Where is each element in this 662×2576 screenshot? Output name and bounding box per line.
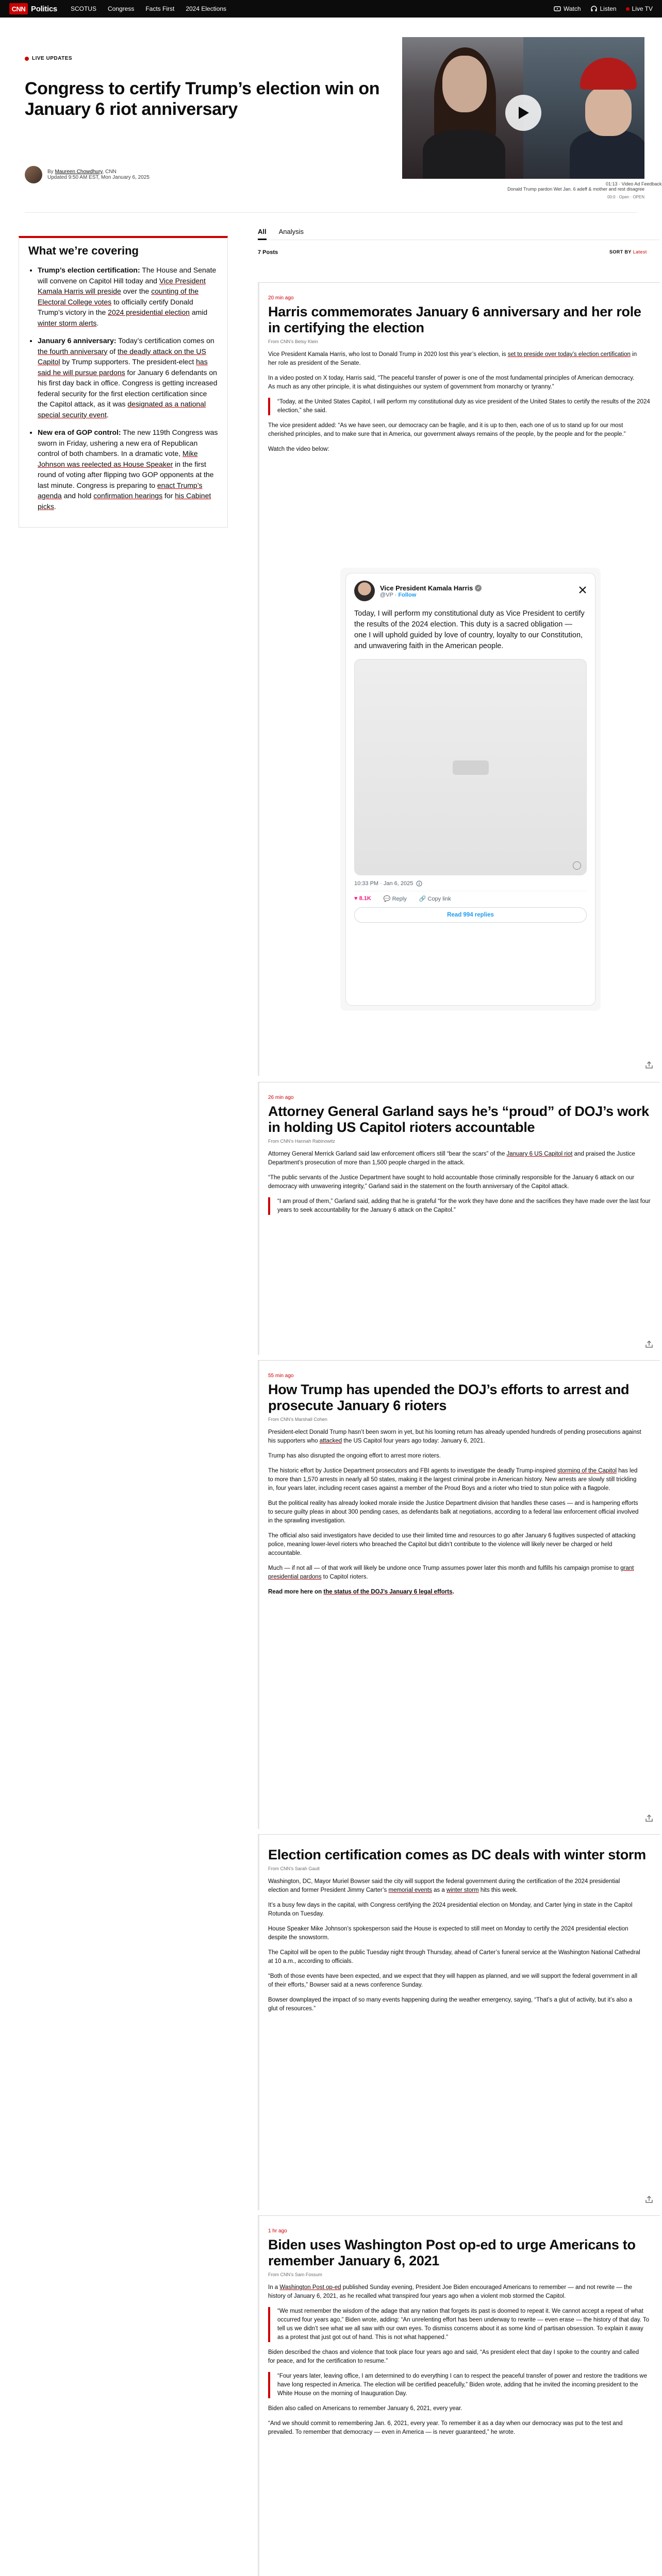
- verified-badge-icon: ✓: [475, 585, 482, 591]
- covering-item-text: by Trump supporters. The president-elect: [60, 358, 196, 366]
- post-paragraph-text: Bowser downplayed the impact of so many events happening during the weather emergency, saying, “That’s a glut of activity, but it’s also a glut of resources.”: [268, 1997, 633, 2012]
- post-paragraph-text: The vice president added: “As we have seen, our democracy can be fragile, and it is up to then, each one of us to stand up for our most cherished principles, and to make sure that in America, our government always remains of the people, by the people and for the people.”: [268, 422, 626, 437]
- tweet-avatar[interactable]: [354, 581, 375, 601]
- post-paragraph-text: Much — if not all — of that work will likely be undone once Trump assumes power later this month and fulfills his campaign promise to: [268, 1565, 621, 1571]
- covering-item-text: .: [96, 318, 99, 327]
- covering-item-link[interactable]: his Cabinet picks: [38, 492, 211, 511]
- post-paragraph: [268, 1996, 642, 2013]
- post-title: Election certification comes as DC deals with winter storm: [268, 1847, 646, 1862]
- post-timestamp: 1 hr ago: [268, 2228, 287, 2234]
- post-paragraph-text: “We must remember the wisdom of the adage that any nation that forgets its past is doomed to repeat it. We cannot accept a repeat of what occurred four years ago,” Biden wrote, adding: “An unrelenting effort has been underway to rewrite — even erase — the history of that day. To tell us we didn’t see what we all saw with our own eyes. To dismiss concerns about it as some kind of partisan obsession. To explain it away as a protest that just got out of hand. This is not what happened.”: [277, 2308, 650, 2341]
- post-paragraph: [268, 1588, 642, 1597]
- post-paragraph-text: In a video posted on X today, Harris said, “The peaceful transfer of power is one of the most fundamental principles of American democracy. As much as any other principle, it is what distinguishes our system of government from monarchy or tyranny.”: [268, 375, 635, 390]
- post-paragraph-text: in her role as president of the Senate.: [268, 351, 637, 366]
- post-paragraph-text: House Speaker Mike Johnson’s spokesperson said the House is expected to still meet on Monday to certify the 2024 presidential election despite the snowstorm.: [268, 1926, 628, 1941]
- like-count: 8.1K: [359, 895, 371, 902]
- post-title: Biden uses Washington Post op-ed to urge Americans to remember January 6, 2021: [268, 2237, 636, 2268]
- post-paragraph-text: Read more here on: [268, 1589, 324, 1595]
- post-paragraph-text: “Both of those events have been expected, and we expect that they will happen as planned, and we will support the federal government in all of their efforts,” Bowser said at a news conference Sunday.: [268, 1973, 638, 1988]
- post-paragraph-text: It’s a busy few days in the capital, with Congress certifying the 2024 presidential election on Monday, and Carter lying in state in the Capitol Rotunda on Tuesday.: [268, 1902, 633, 1917]
- post-paragraph-text: Vice President Kamala Harris, who lost to Donald Trump in 2020 lost this year’s election, is: [268, 351, 508, 358]
- post-paragraph-text: and praised the Justice Department’s prosecution of more than 1,500 people charged in the attack.: [268, 1151, 635, 1166]
- x-logo-icon[interactable]: [578, 585, 587, 597]
- sort-label: SORT BY: [609, 249, 632, 255]
- post-timestamp: 55 min ago: [268, 1373, 294, 1379]
- post-quote-text: [277, 1197, 651, 1215]
- covering-item-link[interactable]: the deadly attack on the US Capitol: [38, 347, 206, 366]
- covering-item-text: .: [106, 410, 109, 419]
- post-paragraph-link[interactable]: Washington Post op-ed: [279, 2284, 341, 2291]
- post-paragraph: [268, 1972, 642, 1990]
- sort-dropdown[interactable]: [609, 249, 647, 255]
- live-tv-label: Live TV: [632, 5, 653, 12]
- posts-count: 7 Posts: [258, 249, 278, 256]
- hero-video[interactable]: [402, 37, 644, 179]
- post-source: From CNN’s Marshall Cohen: [268, 1417, 327, 1422]
- covering-item-link[interactable]: the fourth anniversary: [38, 347, 108, 355]
- post-paragraph: [268, 1948, 642, 1966]
- covering-item-link[interactable]: enact Trump’s agenda: [38, 481, 203, 500]
- listen-icon: [590, 5, 598, 12]
- post-paragraph: [268, 2419, 642, 2437]
- live-post: [258, 1360, 660, 1829]
- read-replies-button[interactable]: Read 994 replies: [354, 907, 587, 923]
- covering-item-text: amid: [189, 308, 208, 316]
- covering-item-link[interactable]: Mike Johnson was reelected as House Speaker: [38, 449, 198, 468]
- post-paragraph: [268, 350, 642, 368]
- copy-link-button[interactable]: [419, 895, 451, 902]
- nav-link-2024-elections[interactable]: 2024 Elections: [186, 5, 227, 12]
- covering-item-text: The House and Senate will convene on Capitol Hill today and: [38, 266, 217, 285]
- covering-item-link[interactable]: designated as a national special security event: [38, 400, 206, 419]
- top-navigation: [0, 0, 662, 18]
- nav-right: [554, 5, 653, 12]
- covering-item-text: The new 119th Congress was sworn in Friday, ushering a new era of Republican control of both chambers. In a dramatic vote,: [38, 428, 218, 457]
- live-tv-link[interactable]: [626, 5, 653, 12]
- watch-icon: [554, 5, 561, 12]
- tweet-handle[interactable]: @VP: [380, 591, 393, 598]
- post-quote-text: [277, 398, 651, 415]
- post-paragraph-text: The official also said investigators have decided to use their limited time and resources to go after January 6 fugitives suspected of attacking police, meaning lower-level rioters who breached the Capitol but didn’t contribute to the violence will likely never be charged or held accountable.: [268, 1533, 636, 1556]
- covering-item-lead: January 6 anniversary:: [38, 336, 117, 345]
- live-dot-icon: [626, 7, 630, 11]
- tab-analysis[interactable]: Analysis: [278, 228, 304, 235]
- tweet-time: 10:33 PM · Jan 6, 2025: [354, 880, 413, 887]
- author-avatar: [25, 166, 42, 183]
- what-we-are-covering-box: [19, 236, 228, 528]
- post-paragraph: [268, 1532, 642, 1558]
- post-timestamp: 26 min ago: [268, 1095, 294, 1100]
- post-paragraph-text: Attorney General Merrick Garland said law enforcement officers still “bear the scars” of the: [268, 1151, 507, 1157]
- updated-timestamp: Updated 9:50 AM EST, Mon January 6, 2025: [47, 175, 150, 180]
- hero-credit: 00:0 · Open · OPEN: [607, 195, 644, 199]
- post-quote-text: [277, 2307, 651, 2342]
- video-feedback-label[interactable]: 01:13 · Video Ad Feedback: [606, 181, 662, 187]
- play-button[interactable]: [505, 95, 541, 131]
- follow-button[interactable]: Follow: [398, 591, 417, 598]
- post-paragraph-text: President-elect Donald Trump hasn’t been sworn in yet, but his looming return has already upended hundreds of pending prosecutions against his supporters who: [268, 1429, 641, 1444]
- post-title: Harris commemorates January 6 anniversary and her role in certifying the election: [268, 304, 641, 335]
- x-post-card[interactable]: Vice President Kamala Harris ✓ @VP · Follow Today, I will perform my constitutional duty as Vice President to certify the results of the 2024 election. This duty is a sacred obligation — one I will uphold guided by love of country, loyalty to our Constitution, and unwavering faith in the American people. 10:33 PM · Jan 6, 2025 ♥ 8.1K 💬 Reply 🔗 Copy link Read 994 replies: [345, 573, 595, 1006]
- post-paragraph-text: to Capitol rioters.: [321, 1574, 368, 1580]
- post-paragraph: [268, 1150, 642, 1167]
- covering-item-link[interactable]: confirmation hearings: [93, 492, 163, 500]
- post-source: From CNN’s Betsy Klein: [268, 339, 318, 344]
- nav-links: [71, 5, 226, 12]
- post-paragraph: [268, 2283, 642, 2301]
- post-paragraph-text: as a: [432, 1887, 447, 1893]
- post-paragraph: [268, 1564, 642, 1582]
- covering-item-link[interactable]: Vice President Kamala Harris will preside: [38, 276, 206, 295]
- listen-link[interactable]: [590, 5, 617, 12]
- post-timestamp: 20 min ago: [268, 295, 294, 301]
- reply-icon: 💬: [383, 896, 391, 902]
- post-paragraph-text: “Four years later, leaving office, I am determined to do everything I can to respect the peaceful transfer of power and restore the traditions we have long respected in America. The election will be certified peacefully,” Biden wrote, adding that he invited the incoming president to the White House on the morning of Inauguration Day.: [277, 2373, 648, 2397]
- copy-link-label: Copy link: [427, 896, 451, 902]
- hero-image-right: [523, 37, 644, 179]
- post-paragraph-text: has led to more than 1,570 arrests in nearly all 50 states, making it the largest criminal probe in American history. New arrests are slowly still trickling in, four years later, including recent cases against a member of the Proud Boys and a rioter who tried to stun police with a flagpole.: [268, 1468, 638, 1492]
- post-paragraph-text: The Capitol will be open to the public Tuesday night through Thursday, ahead of Carter’s funeral service at the Washington National Cathedral at 10 a.m., according to officials.: [268, 1950, 640, 1964]
- post-paragraph: [268, 374, 642, 392]
- watch-link[interactable]: [554, 5, 581, 12]
- post-paragraph-text: “Today, at the United States Capitol, I will perform my constitutional duty as vice president of the United States to certify the results of the 2024 election,” she said.: [277, 399, 650, 414]
- post-paragraph: [268, 1901, 642, 1919]
- post-paragraph-link[interactable]: January 6 US Capitol riot: [506, 1151, 573, 1157]
- share-icon[interactable]: [644, 1340, 654, 1349]
- post-quote: [268, 398, 660, 415]
- post-paragraph-text: Trump has also disrupted the ongoing effort to arrest more rioters.: [268, 1453, 441, 1459]
- post-paragraph-link[interactable]: grant presidential pardons: [268, 1565, 634, 1580]
- embedded-post: [340, 568, 601, 1011]
- hero-image-left: [402, 37, 523, 179]
- tab-all[interactable]: All: [258, 225, 267, 240]
- video-placeholder: [453, 760, 489, 775]
- post-paragraph-text: “The public servants of the Justice Department have sought to hold accountable those criminally responsible for the January 6 attack on our democracy with unwavering integrity,” Garland said in the statement on the fourth anniversary of the Capitol attack.: [268, 1175, 635, 1190]
- info-icon[interactable]: [573, 861, 581, 870]
- post-paragraph-link[interactable]: memorial events: [388, 1887, 432, 1893]
- post-paragraph-text: .: [452, 1589, 454, 1595]
- post-paragraph-text: But the political reality has already looked morale inside the Justice Department division that handles these cases — and is hampering efforts to secure guilty pleas in about 300 pending cases, as defendants balk at negotiations, according to a federal law enforcement official involved in the sprawling investigation.: [268, 1500, 639, 1524]
- post-paragraph-text: The historic effort by Justice Department prosecutors and FBI agents to investigate the deadly Trump-inspired: [268, 1468, 558, 1474]
- post-paragraph: [268, 1925, 642, 1942]
- post-paragraph: [268, 2348, 642, 2366]
- post-paragraph-text: the US Capitol four years ago today: January 6, 2021.: [342, 1438, 485, 1444]
- post-source: From CNN’s Hannah Rabinowitz: [268, 1139, 335, 1144]
- post-paragraph: [268, 445, 642, 454]
- post-paragraph-link[interactable]: attacked: [319, 1438, 342, 1444]
- byline: [25, 166, 150, 183]
- listen-label: Listen: [600, 5, 617, 12]
- covering-item-text: for January 6 defendants on his first day back in office. Congress is getting increased federal security for the first election certification since the Capitol attack, as it was: [38, 368, 218, 408]
- author-link[interactable]: Maureen Chowdhury: [55, 169, 103, 175]
- post-paragraph-text: Watch the video below:: [268, 446, 329, 452]
- post-paragraph-text: Biden described the chaos and violence that took place four years ago and said, “As president elect that day I spoke to the country and called for peace, and for the certification to resume.”: [268, 2349, 639, 2364]
- post-title: Attorney General Garland says he’s “proud” of DOJ’s work in holding US Capitol rioters accountable: [268, 1104, 649, 1135]
- byline-outlet: , CNN: [102, 169, 117, 175]
- tweet-timestamp[interactable]: [354, 880, 587, 887]
- play-icon: [517, 106, 530, 120]
- post-paragraph: [268, 421, 642, 439]
- post-source: From CNN’s Sam Fossum: [268, 2272, 322, 2277]
- post-paragraph-text: hits this week.: [478, 1887, 518, 1893]
- covering-item: [38, 427, 218, 512]
- info-icon[interactable]: [416, 880, 422, 887]
- live-updates-badge: [25, 56, 72, 61]
- covering-item-text: to officially certify Donald Trump’s victory in the: [38, 297, 193, 316]
- tweet-video[interactable]: [354, 659, 587, 875]
- covering-item-text: in the first round of voting after flipping two GOP opponents at the last minute. Congress is preparing to: [38, 460, 214, 489]
- hero-caption: Donald Trump pardon Wet Jan. 6 adeff & mother and rest disagree: [507, 187, 644, 192]
- post-paragraph-link[interactable]: set to preside over today’s election certification: [507, 351, 631, 358]
- live-post: [258, 1834, 660, 2210]
- covering-item-text: for: [162, 492, 175, 500]
- tweet-author-name[interactable]: Vice President Kamala Harris: [380, 584, 473, 592]
- covering-item-link[interactable]: counting of the Electoral College votes: [38, 287, 199, 306]
- post-paragraph-text: In a: [268, 2284, 280, 2291]
- post-paragraph-text: published Sunday evening, President Joe Biden encouraged Americans to remember — and not rewrite — the history of January 6, 2021, as he recalled what transpired four years ago when a violent mob stormed the Capitol.: [268, 2284, 632, 2299]
- covering-item-link[interactable]: has said he will pursue pardons: [38, 358, 208, 377]
- post-source: From CNN’s Sarah Gault: [268, 1866, 320, 1871]
- covering-item-lead: Trump’s election certification:: [38, 266, 140, 274]
- post-paragraph: [268, 1428, 642, 1446]
- post-quote: [268, 2307, 660, 2342]
- header-divider: [25, 212, 637, 213]
- reply-button[interactable]: [384, 895, 407, 902]
- post-paragraph: [268, 1467, 642, 1493]
- post-paragraph-text: Washington, DC, Mayor Muriel Bowser said the city will support the federal government during the certification of the 2024 presidential election and former President Jimmy Carter’s: [268, 1878, 620, 1893]
- page-headline: Congress to certify Trump’s election win on January 6 riot anniversary: [25, 79, 380, 119]
- post-paragraph-link[interactable]: storming of the Capitol: [557, 1468, 617, 1474]
- post-paragraph-link[interactable]: winter storm: [446, 1887, 479, 1893]
- tweet-text: Today, I will perform my constitutional duty as Vice President to certify the results of the 2024 election. This duty is a sacred obligation — one I will uphold guided by love of country, loyalty to our Constitution, and unwavering faith in the American people.: [354, 609, 585, 650]
- live-post: [258, 2215, 660, 2576]
- post-paragraph-text: Biden also called on Americans to remember January 6, 2021, every year.: [268, 2405, 462, 2412]
- covering-item-text: of: [107, 347, 118, 355]
- post-paragraph-text: “And we should commit to remembering Jan. 6, 2021, every year. To remember it as a day when our democracy was put to the test and prevailed. To remember that democracy — even in America — is never guaranteed,” he wrote.: [268, 2420, 623, 2435]
- post-quote: [268, 1197, 660, 1215]
- covering-item: [38, 265, 218, 328]
- nav-link-facts-first[interactable]: Facts First: [145, 5, 175, 12]
- post-paragraph-text: “I am proud of them,” Garland said, adding that he is grateful “for the work they have done and the sacrifices they have made over the last four years to seek accountability for the January 6 attack on the Capitol.”: [277, 1198, 651, 1213]
- feed-tabs: [258, 225, 660, 240]
- cnn-logo[interactable]: CNN: [9, 3, 28, 14]
- heart-icon: ♥: [354, 895, 358, 902]
- tweet-actions: [354, 895, 587, 902]
- link-icon: 🔗: [419, 896, 426, 902]
- nav-link-scotus[interactable]: SCOTUS: [70, 5, 96, 12]
- video-ad-feedback: Video Ad Feedback: [621, 181, 662, 187]
- covering-list: [28, 265, 218, 512]
- reply-label: Reply: [392, 896, 407, 902]
- like-button[interactable]: [354, 895, 371, 902]
- covering-item-link[interactable]: winter storm alerts: [38, 318, 97, 327]
- covering-item-text: and hold: [61, 492, 94, 500]
- brand[interactable]: [9, 0, 57, 18]
- brand-section-label[interactable]: Politics: [31, 4, 57, 13]
- post-paragraph: [268, 1174, 642, 1191]
- video-length: 01:13: [606, 181, 618, 187]
- post-paragraph-link[interactable]: the status of the DOJ’s January 6 legal efforts: [323, 1589, 453, 1595]
- sidebar-title: What we’re covering: [28, 244, 139, 257]
- live-post: [258, 1082, 660, 1355]
- covering-item: [38, 335, 218, 420]
- post-paragraph: [268, 1499, 642, 1526]
- nav-link-congress[interactable]: Congress: [107, 5, 135, 12]
- post-paragraph: [268, 1877, 642, 1895]
- watch-label: Watch: [563, 5, 581, 12]
- live-updates-label: LIVE UPDATES: [32, 56, 73, 61]
- post-paragraph: [268, 1452, 642, 1461]
- covering-item-lead: New era of GOP control:: [38, 428, 121, 436]
- share-icon[interactable]: [644, 2195, 654, 2204]
- post-quote-text: [277, 2372, 651, 2398]
- share-icon[interactable]: [644, 1060, 654, 1070]
- post-quote: [268, 2372, 660, 2398]
- post-title: How Trump has upended the DOJ’s efforts to arrest and prosecute January 6 rioters: [268, 1382, 630, 1413]
- share-icon[interactable]: [644, 1814, 654, 1823]
- byline-prefix: By: [47, 169, 54, 175]
- sort-value: Latest: [633, 249, 647, 255]
- post-paragraph: [268, 2404, 642, 2413]
- covering-item-text: over the: [121, 287, 152, 295]
- covering-item-text: Today’s certification comes on: [116, 336, 214, 345]
- live-dot-icon: [25, 57, 29, 61]
- covering-item-link[interactable]: 2024 presidential election: [108, 308, 190, 316]
- covering-item-text: .: [54, 502, 56, 511]
